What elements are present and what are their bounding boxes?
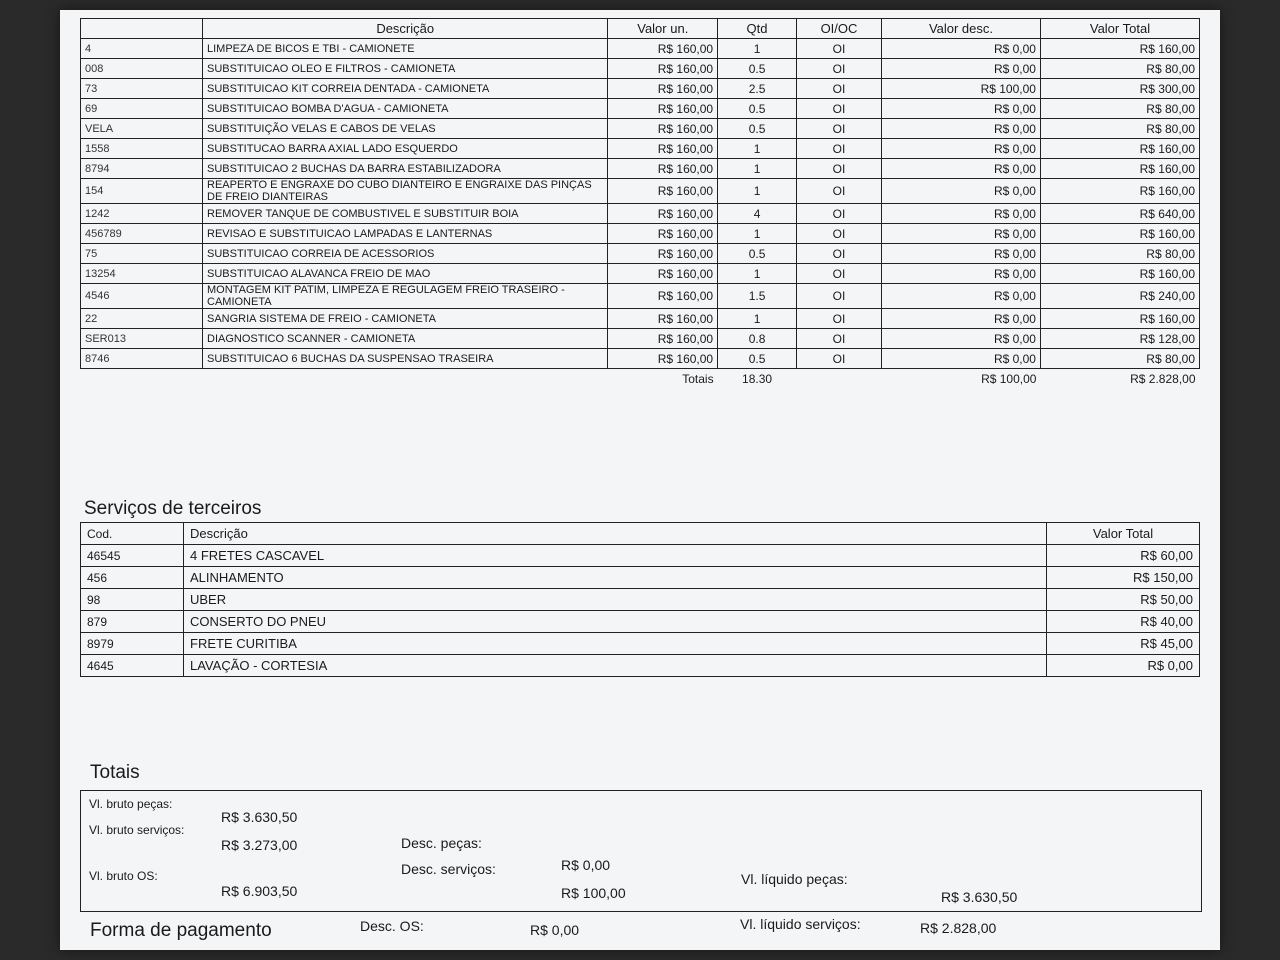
services-totals-desc: R$ 100,00 [882, 369, 1041, 389]
svc-oi-oc: OI [796, 309, 881, 329]
svc-qtd: 0.8 [718, 329, 797, 349]
desc-os-label: Desc. OS: [360, 918, 424, 934]
svc-valor-total: R$ 240,00 [1040, 284, 1199, 309]
tp-header-cod: Cod. [81, 523, 184, 545]
svc-descricao: SUBSTITUICAO 2 BUCHAS DA BARRA ESTABILIZADORA [203, 159, 608, 179]
svc-valor-desc: R$ 0,00 [882, 179, 1041, 204]
svc-valor-desc: R$ 0,00 [882, 264, 1041, 284]
tp-cod: 46545 [81, 545, 184, 567]
svc-cod: 8746 [81, 349, 203, 369]
svc-valor-total: R$ 128,00 [1040, 329, 1199, 349]
svc-qtd: 1 [718, 39, 797, 59]
svc-qtd: 1 [718, 139, 797, 159]
header-descricao: Descrição [203, 19, 608, 39]
svc-cod: 4 [81, 39, 203, 59]
svc-descricao: REVISAO E SUBSTITUICAO LAMPADAS E LANTERNAS [203, 224, 608, 244]
table-row [81, 329, 1200, 349]
liq-servicos-value: R$ 2.828,00 [920, 920, 997, 936]
svc-valor-un: R$ 160,00 [608, 264, 718, 284]
svc-valor-desc: R$ 0,00 [882, 349, 1041, 369]
svc-valor-desc: R$ 0,00 [882, 284, 1041, 309]
svc-valor-total: R$ 80,00 [1040, 99, 1199, 119]
liq-pecas-label: Vl. líquido peças: [741, 871, 848, 887]
svc-oi-oc: OI [796, 159, 881, 179]
svc-descricao: SUBSTITUICAO BOMBA D'AGUA - CAMIONETA [203, 99, 608, 119]
svc-valor-un: R$ 160,00 [608, 59, 718, 79]
svc-valor-desc: R$ 0,00 [882, 59, 1041, 79]
table-row [81, 349, 1200, 369]
tp-cod: 879 [81, 611, 184, 633]
tp-valor-total: R$ 50,00 [1047, 589, 1200, 611]
svc-valor-desc: R$ 0,00 [882, 309, 1041, 329]
svc-descricao: SUBSTITUICAO OLEO E FILTROS - CAMIONETA [203, 59, 608, 79]
header-cod [81, 19, 203, 39]
svc-descricao: REAPERTO E ENGRAXE DO CUBO DIANTEIRO E ENGRAIXE DAS PINÇAS DE FREIO DIANTEIRAS [203, 179, 608, 204]
svc-qtd: 1 [718, 309, 797, 329]
svc-oi-oc: OI [796, 59, 881, 79]
svc-valor-un: R$ 160,00 [608, 99, 718, 119]
table-row [81, 611, 1200, 633]
tp-descricao: CONSERTO DO PNEU [184, 611, 1047, 633]
tp-valor-total: R$ 45,00 [1047, 633, 1200, 655]
svc-valor-un: R$ 160,00 [608, 224, 718, 244]
svc-descricao: DIAGNOSTICO SCANNER - CAMIONETA [203, 329, 608, 349]
svc-oi-oc: OI [796, 349, 881, 369]
header-valor-total: Valor Total [1040, 19, 1199, 39]
svc-valor-desc: R$ 100,00 [882, 79, 1041, 99]
svc-qtd: 1 [718, 159, 797, 179]
bruto-os-value: R$ 6.903,50 [221, 883, 298, 899]
svc-valor-un: R$ 160,00 [608, 349, 718, 369]
bruto-os-label: Vl. bruto OS: [89, 869, 158, 883]
services-totals-total: R$ 2.828,00 [1040, 369, 1199, 389]
svc-valor-desc: R$ 0,00 [882, 159, 1041, 179]
svc-descricao: LIMPEZA DE BICOS E TBI - CAMIONETE [203, 39, 608, 59]
svc-valor-total: R$ 80,00 [1040, 244, 1199, 264]
desc-servicos-value: R$ 100,00 [561, 885, 626, 901]
table-row [81, 633, 1200, 655]
svc-cod: 75 [81, 244, 203, 264]
bruto-servicos-value: R$ 3.273,00 [221, 837, 298, 853]
bruto-pecas-label: Vl. bruto peças: [89, 797, 173, 811]
svc-valor-un: R$ 160,00 [608, 139, 718, 159]
svc-valor-un: R$ 160,00 [608, 119, 718, 139]
table-row [81, 655, 1200, 677]
table-row [81, 567, 1200, 589]
svc-valor-desc: R$ 0,00 [882, 119, 1041, 139]
tp-cod: 456 [81, 567, 184, 589]
svc-cod: 13254 [81, 264, 203, 284]
svc-valor-un: R$ 160,00 [608, 179, 718, 204]
svc-cod: 69 [81, 99, 203, 119]
desc-pecas-label: Desc. peças: [401, 835, 482, 851]
svc-valor-desc: R$ 0,00 [882, 224, 1041, 244]
tp-cod: 4645 [81, 655, 184, 677]
svc-valor-un: R$ 160,00 [608, 284, 718, 309]
svc-qtd: 1 [718, 264, 797, 284]
svc-cod: 008 [81, 59, 203, 79]
tp-descricao: LAVAÇÃO - CORTESIA [184, 655, 1047, 677]
svc-oi-oc: OI [796, 99, 881, 119]
svc-cod: 8794 [81, 159, 203, 179]
svc-qtd: 0.5 [718, 349, 797, 369]
svc-descricao: SUBSTITUIÇÃO VELAS E CABOS DE VELAS [203, 119, 608, 139]
svc-cod: 456789 [81, 224, 203, 244]
table-row [81, 79, 1200, 99]
tp-valor-total: R$ 150,00 [1047, 567, 1200, 589]
third-party-body [81, 545, 1200, 677]
tp-cod: 8979 [81, 633, 184, 655]
tp-cod: 98 [81, 589, 184, 611]
table-row [81, 244, 1200, 264]
svc-valor-un: R$ 160,00 [608, 39, 718, 59]
tp-header-valor-total: Valor Total [1047, 523, 1200, 545]
tp-valor-total: R$ 40,00 [1047, 611, 1200, 633]
desc-servicos-label: Desc. serviços: [401, 861, 496, 877]
svc-cod: 1242 [81, 204, 203, 224]
svc-qtd: 0.5 [718, 59, 797, 79]
svc-valor-total: R$ 160,00 [1040, 179, 1199, 204]
desc-os-value: R$ 0,00 [530, 922, 580, 938]
services-table [80, 18, 1200, 388]
svc-oi-oc: OI [796, 224, 881, 244]
header-oi-oc: OI/OC [796, 19, 881, 39]
table-row [81, 139, 1200, 159]
table-row [81, 284, 1200, 309]
svc-qtd: 1 [718, 179, 797, 204]
svc-cod: 22 [81, 309, 203, 329]
svc-valor-un: R$ 160,00 [608, 309, 718, 329]
tp-descricao: FRETE CURITIBA [184, 633, 1047, 655]
header-valor-un: Valor un. [608, 19, 718, 39]
svc-valor-total: R$ 80,00 [1040, 59, 1199, 79]
table-row [81, 39, 1200, 59]
svc-cod: 4546 [81, 284, 203, 309]
svc-qtd: 0.5 [718, 119, 797, 139]
third-party-table [80, 522, 1200, 677]
svc-valor-desc: R$ 0,00 [882, 39, 1041, 59]
svc-oi-oc: OI [796, 179, 881, 204]
svc-oi-oc: OI [796, 284, 881, 309]
table-row [81, 545, 1200, 567]
services-header-row [81, 19, 1200, 39]
third-party-title: Serviços de terceiros [84, 498, 262, 519]
desc-pecas-value: R$ 0,00 [561, 857, 611, 873]
totals-title: Totais [90, 762, 140, 783]
svc-oi-oc: OI [796, 244, 881, 264]
svc-descricao: SUBSTITUICAO KIT CORREIA DENTADA - CAMIONETA [203, 79, 608, 99]
svc-descricao: SANGRIA SISTEMA DE FREIO - CAMIONETA [203, 309, 608, 329]
svc-oi-oc: OI [796, 329, 881, 349]
svc-valor-total: R$ 160,00 [1040, 224, 1199, 244]
services-body [81, 39, 1200, 369]
svc-cod: SER013 [81, 329, 203, 349]
svc-descricao: SUBSTITUICAO 6 BUCHAS DA SUSPENSAO TRASEIRA [203, 349, 608, 369]
table-row [81, 59, 1200, 79]
svc-valor-desc: R$ 0,00 [882, 329, 1041, 349]
bruto-pecas-value: R$ 3.630,50 [221, 809, 298, 825]
table-row [81, 309, 1200, 329]
tp-descricao: UBER [184, 589, 1047, 611]
payment-title: Forma de pagamento [90, 920, 272, 941]
liq-pecas-value: R$ 3.630,50 [941, 889, 1018, 905]
svc-valor-total: R$ 160,00 [1040, 264, 1199, 284]
svc-valor-un: R$ 160,00 [608, 244, 718, 264]
svc-oi-oc: OI [796, 79, 881, 99]
svc-valor-un: R$ 160,00 [608, 204, 718, 224]
svc-qtd: 2.5 [718, 79, 797, 99]
header-qtd: Qtd [718, 19, 797, 39]
table-row [81, 99, 1200, 119]
table-row [81, 224, 1200, 244]
svc-valor-total: R$ 640,00 [1040, 204, 1199, 224]
services-totals-row [81, 369, 1200, 389]
table-row [81, 589, 1200, 611]
svc-oi-oc: OI [796, 264, 881, 284]
document-page [60, 10, 1220, 950]
svc-descricao: SUBSTITUICAO ALAVANCA FREIO DE MAO [203, 264, 608, 284]
header-valor-desc: Valor desc. [882, 19, 1041, 39]
svc-qtd: 0.5 [718, 244, 797, 264]
svc-oi-oc: OI [796, 119, 881, 139]
svc-descricao: SUBSTITUICAO CORREIA DE ACESSORIOS [203, 244, 608, 264]
svc-valor-desc: R$ 0,00 [882, 244, 1041, 264]
table-row [81, 179, 1200, 204]
table-row [81, 159, 1200, 179]
svc-qtd: 1.5 [718, 284, 797, 309]
svc-valor-total: R$ 160,00 [1040, 39, 1199, 59]
totals-box [80, 790, 1202, 912]
table-row [81, 204, 1200, 224]
svc-qtd: 0.5 [718, 99, 797, 119]
svc-qtd: 1 [718, 224, 797, 244]
services-totals-label: Totais [608, 369, 718, 389]
tp-header-descricao: Descrição [184, 523, 1047, 545]
svc-valor-total: R$ 300,00 [1040, 79, 1199, 99]
svc-descricao: SUBSTITUCAO BARRA AXIAL LADO ESQUERDO [203, 139, 608, 159]
svc-valor-total: R$ 160,00 [1040, 159, 1199, 179]
svc-valor-total: R$ 80,00 [1040, 349, 1199, 369]
table-row [81, 264, 1200, 284]
svc-descricao: MONTAGEM KIT PATIM, LIMPEZA E REGULAGEM FREIO TRASEIRO - CAMIONETA [203, 284, 608, 309]
tp-descricao: 4 FRETES CASCAVEL [184, 545, 1047, 567]
svc-valor-un: R$ 160,00 [608, 79, 718, 99]
svc-descricao: REMOVER TANQUE DE COMBUSTIVEL E SUBSTITUIR BOIA [203, 204, 608, 224]
svc-oi-oc: OI [796, 39, 881, 59]
svc-oi-oc: OI [796, 204, 881, 224]
svc-valor-desc: R$ 0,00 [882, 139, 1041, 159]
svc-cod: 1558 [81, 139, 203, 159]
svc-valor-un: R$ 160,00 [608, 159, 718, 179]
tp-descricao: ALINHAMENTO [184, 567, 1047, 589]
tp-valor-total: R$ 60,00 [1047, 545, 1200, 567]
svc-valor-desc: R$ 0,00 [882, 99, 1041, 119]
svc-cod: 73 [81, 79, 203, 99]
services-totals-qtd: 18.30 [718, 369, 797, 389]
svc-oi-oc: OI [796, 139, 881, 159]
svc-valor-desc: R$ 0,00 [882, 204, 1041, 224]
third-party-header-row [81, 523, 1200, 545]
svc-valor-total: R$ 160,00 [1040, 309, 1199, 329]
tp-valor-total: R$ 0,00 [1047, 655, 1200, 677]
svc-valor-total: R$ 80,00 [1040, 119, 1199, 139]
svc-cod: 154 [81, 179, 203, 204]
liq-servicos-label: Vl. líquido serviços: [740, 916, 861, 932]
svc-qtd: 4 [718, 204, 797, 224]
svc-valor-un: R$ 160,00 [608, 329, 718, 349]
svc-cod: VELA [81, 119, 203, 139]
table-row [81, 119, 1200, 139]
bruto-servicos-label: Vl. bruto serviços: [89, 823, 185, 837]
svc-valor-total: R$ 160,00 [1040, 139, 1199, 159]
